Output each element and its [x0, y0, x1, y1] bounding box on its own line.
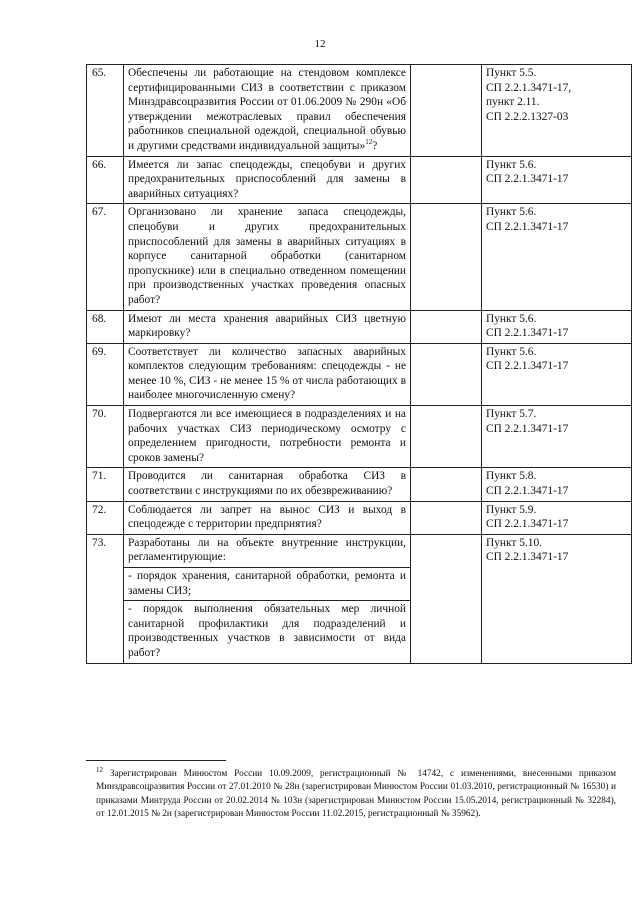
row-number: 70. — [87, 406, 124, 468]
page-number: 12 — [314, 38, 326, 50]
answer-cell[interactable] — [411, 310, 482, 343]
question-body: Соблюдается ли запрет на вынос СИЗ и выход в спецодежде с территории предприятия? — [128, 503, 406, 531]
footnote — [96, 765, 616, 822]
question-body: Обеспечены ли работающие на стендовом комплексе сертифицированными СИЗ в соответствии с приказом Минздравсоцразвития России от 01.06.2009 № 290н «Об утверждении межотраслевых правил обеспечения работников специальной одеждой, специальной обувью и другими средствами индивидуальной защиты» — [128, 67, 406, 152]
row-number: 66. — [87, 156, 124, 204]
row-number: 72. — [87, 501, 124, 534]
row-number: 67. — [87, 204, 124, 310]
reference-line: СП 2.2.1.3471-17 — [486, 220, 569, 233]
answer-cell[interactable] — [411, 65, 482, 157]
footnote-text: Зарегистрирован Минюстом России 10.09.2009, регистрационный № 14742, с изменениями, внесенными приказом Минздравсоцразвития России от 27.01.2010 № 28н (зарегистрирован Минюстом России 01.03.2010, регистрационный № 16530) и приказами Минтруда России от 20.02.2014 № 103н (зарегистрирован Минюстом России 15.05.2014, регистрационный № 32284), от 12.01.2015 № 2н (зарегистрирован Минюстом России 11.02.2015, регистрационный № 35962). — [96, 769, 616, 820]
reference-cell — [482, 468, 632, 501]
question-end: ? — [372, 139, 378, 152]
reference-cell — [482, 501, 632, 534]
row-number: 69. — [87, 343, 124, 405]
answer-cell[interactable] — [411, 156, 482, 204]
reference-line: СП 2.2.1.3471-17 — [486, 360, 569, 373]
table-row — [87, 406, 632, 468]
row-number: 68. — [87, 310, 124, 343]
row-number: 65. — [87, 65, 124, 157]
reference-line: Пункт 5.6. — [486, 312, 537, 325]
reference-line: СП 2.2.1.3471-17, — [486, 81, 572, 94]
table-row — [87, 156, 632, 204]
sub-item: - порядок выполнения обязательных мер личной санитарной профилактики для подразделений и производственных участков в зависимости от вида работ? — [124, 601, 411, 663]
table-row — [87, 501, 632, 534]
reference-cell — [482, 65, 632, 157]
reference-line: Пункт 5.6. — [486, 345, 537, 358]
answer-cell[interactable] — [411, 468, 482, 501]
table-row — [87, 204, 632, 310]
reference-line: Пункт 5.5. — [486, 67, 537, 79]
footnote-marker: 12 — [96, 765, 103, 774]
question-body: Соответствует ли количество запасных аварийных комплектов следующим требованиям: спецодежды - не менее 10 %, СИЗ - не менее 15 % от числа работающих в наиболее многочисленную смену? — [128, 345, 406, 402]
question-body: Имеют ли места хранения аварийных СИЗ цветную маркировку? — [128, 312, 406, 340]
question-text — [124, 156, 411, 204]
table-row — [87, 534, 632, 567]
reference-line: Пункт 5.6. — [486, 158, 537, 171]
footnote-divider — [86, 760, 226, 761]
question-body: Имеется ли запас спецодежды, спецобуви и других предохранительных приспособлений для замены в аварийных ситуациях? — [128, 158, 406, 200]
reference-line: Пункт 5.9. — [486, 503, 537, 516]
reference-line: СП 2.2.1.3471-17 — [486, 173, 569, 186]
question-text — [124, 310, 411, 343]
table-row — [87, 343, 632, 405]
reference-line: Пункт 5.7. — [486, 408, 537, 421]
reference-line: СП 2.2.2.1327-03 — [486, 110, 569, 123]
question-text — [124, 468, 411, 501]
answer-cell[interactable] — [411, 343, 482, 405]
table-row — [87, 65, 632, 157]
question-text — [124, 343, 411, 405]
checklist-table — [86, 64, 632, 664]
row-number: 73. — [87, 534, 124, 663]
question-text — [124, 534, 411, 567]
reference-cell — [482, 204, 632, 310]
reference-cell — [482, 310, 632, 343]
question-text — [124, 204, 411, 310]
footnote-ref: 12 — [365, 138, 373, 147]
reference-cell — [482, 406, 632, 468]
reference-line: СП 2.2.1.3471-17 — [486, 518, 569, 531]
reference-line: СП 2.2.1.3471-17 — [486, 327, 569, 340]
question-body: Проводится ли санитарная обработка СИЗ в соответствии с инструкциями по их обезвреживанию? — [128, 470, 406, 498]
reference-line: Пункт 5.10. — [486, 536, 543, 549]
answer-cell[interactable] — [411, 204, 482, 310]
reference-line: Пункт 5.6. — [486, 206, 537, 219]
reference-line: СП 2.2.1.3471-17 — [486, 422, 569, 435]
reference-line: пункт 2.11. — [486, 96, 540, 109]
table-row — [87, 468, 632, 501]
reference-line: СП 2.2.1.3471-17 — [486, 551, 569, 564]
reference-line: Пункт 5.8. — [486, 470, 537, 483]
row-number: 71. — [87, 468, 124, 501]
reference-cell — [482, 343, 632, 405]
sub-item: - порядок хранения, санитарной обработки, ремонта и замены СИЗ; — [124, 568, 411, 601]
question-text — [124, 65, 411, 157]
question-body: Подвергаются ли все имеющиеся в подразделениях и на рабочих участках СИЗ периодическому осмотру с определением пригодности, потребности ремонта и сроков замены? — [128, 408, 406, 464]
reference-line: СП 2.2.1.3471-17 — [486, 485, 569, 498]
reference-cell — [482, 156, 632, 204]
table-row — [87, 310, 632, 343]
answer-cell[interactable] — [411, 501, 482, 534]
question-body: Разработаны ли на объекте внутренние инструкции, регламентирующие: — [128, 536, 406, 564]
answer-cell[interactable] — [411, 534, 482, 663]
answer-cell[interactable] — [411, 406, 482, 468]
question-text — [124, 406, 411, 468]
question-body: Организовано ли хранение запаса спецодежды, спецобуви и других предохранительных приспособлений для замены в аварийных ситуациях в корпусе санитарной обработки (санитарном пропускнике) или в специально отведенном помещении при производственных участках проведения опасных работ? — [128, 206, 406, 306]
reference-cell — [482, 534, 632, 663]
question-text — [124, 501, 411, 534]
